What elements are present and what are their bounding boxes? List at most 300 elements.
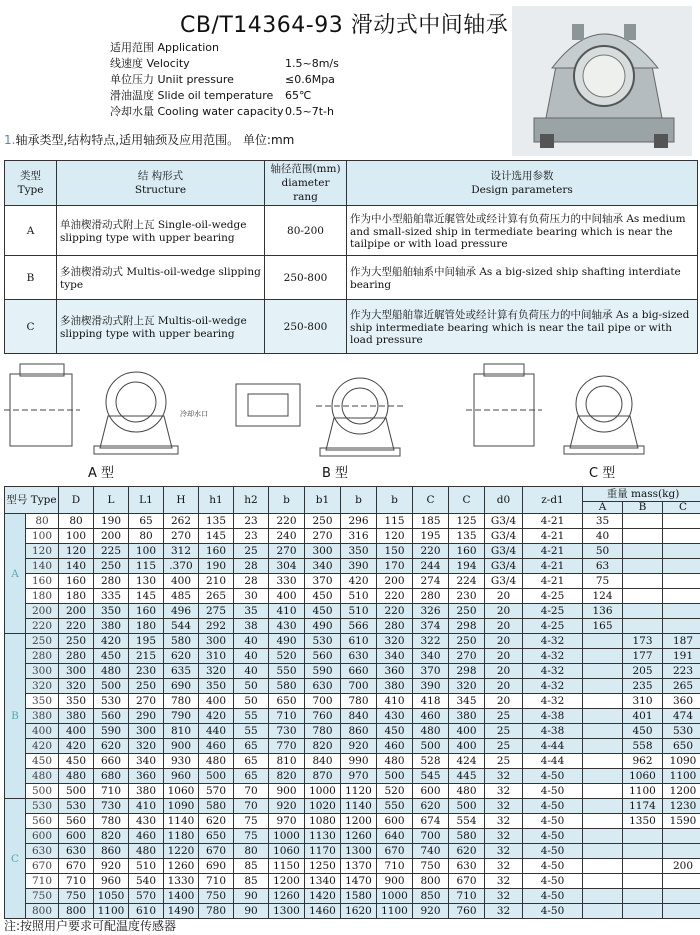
table-cell: 145 xyxy=(129,589,164,604)
mass-header: 重量 mass(kg) xyxy=(583,487,700,502)
table-cell: 300 xyxy=(129,724,164,739)
table-cell: 900 xyxy=(269,784,305,799)
table-cell: 500 xyxy=(377,769,413,784)
table-cell: 4-21 xyxy=(523,529,583,544)
table-cell: 20 xyxy=(485,649,523,664)
type-cell: C xyxy=(5,300,57,354)
table-cell: 300 xyxy=(199,634,234,649)
spec-label: 冷却水量 Cooling water capacity xyxy=(110,105,284,118)
table-cell: 1350 xyxy=(623,814,663,829)
table-cell: 674 xyxy=(413,814,449,829)
type-cell: 220 xyxy=(26,619,59,634)
table-cell: 440 xyxy=(199,724,234,739)
type-cell: 350 xyxy=(26,694,59,709)
table-cell: 820 xyxy=(269,769,305,784)
table-row xyxy=(5,649,700,664)
table-cell: 223 xyxy=(663,664,700,679)
table-cell: 173 xyxy=(623,634,663,649)
table-cell: 1300 xyxy=(269,904,305,919)
table-cell: 4-32 xyxy=(523,679,583,694)
table-cell: 1200 xyxy=(269,874,305,889)
table-cell xyxy=(583,694,623,709)
type-group-label: C xyxy=(5,799,26,919)
table-cell xyxy=(623,844,663,859)
table-cell: 120 xyxy=(59,544,94,559)
type-cell: 160 xyxy=(26,574,59,589)
table-cell: 35 xyxy=(583,514,623,529)
table-cell: 4-32 xyxy=(523,694,583,709)
drawing-label-a: A 型 xyxy=(88,466,115,481)
table-cell: 710 xyxy=(449,889,485,904)
col-header: D xyxy=(59,487,94,514)
table-cell: 620 xyxy=(164,649,199,664)
table-row xyxy=(5,574,700,589)
table-cell: 870 xyxy=(305,769,341,784)
table-cell: .370 xyxy=(164,559,199,574)
table-cell: 1060 xyxy=(164,784,199,799)
col-header: b xyxy=(377,487,413,514)
table-cell xyxy=(663,874,700,889)
col-header: H xyxy=(164,487,199,514)
table-cell: 55 xyxy=(234,724,269,739)
table-cell: 850 xyxy=(413,889,449,904)
table-cell: 800 xyxy=(413,874,449,889)
table-cell: 1620 xyxy=(341,904,377,919)
type-cell: 180 xyxy=(26,589,59,604)
table-cell: 150 xyxy=(377,544,413,559)
spec-value: 65℃ xyxy=(285,89,312,102)
type-cell: 500 xyxy=(26,784,59,799)
table-cell: 4-50 xyxy=(523,904,583,919)
table-cell: 558 xyxy=(623,739,663,754)
table-cell: 32 xyxy=(485,889,523,904)
table-cell: 1000 xyxy=(269,829,305,844)
table-cell: 187 xyxy=(663,634,700,649)
table-cell: 760 xyxy=(449,904,485,919)
table-cell: 190 xyxy=(94,514,129,529)
table-cell xyxy=(663,589,700,604)
table-cell: 990 xyxy=(341,754,377,769)
table-cell: 500 xyxy=(449,799,485,814)
table-cell xyxy=(663,529,700,544)
table-cell: 185 xyxy=(413,514,449,529)
table-cell: 4-25 xyxy=(523,589,583,604)
table-cell: 510 xyxy=(341,604,377,619)
type-cell: 400 xyxy=(26,724,59,739)
table-cell: 125 xyxy=(449,514,485,529)
table-cell: 160 xyxy=(129,604,164,619)
table-cell: 485 xyxy=(164,589,199,604)
table-cell xyxy=(663,604,700,619)
table-cell: 474 xyxy=(663,709,700,724)
table-cell: 460 xyxy=(129,829,164,844)
table-cell: 38 xyxy=(234,619,269,634)
table-cell: 298 xyxy=(449,664,485,679)
table-cell: 810 xyxy=(269,754,305,769)
type-cell: 120 xyxy=(26,544,59,559)
table-row xyxy=(5,859,700,874)
table-cell xyxy=(583,679,623,694)
table-cell: 510 xyxy=(341,589,377,604)
table-cell xyxy=(663,559,700,574)
table-cell: 224 xyxy=(449,574,485,589)
table-cell: 600 xyxy=(377,814,413,829)
table-cell: 4-21 xyxy=(523,544,583,559)
table-cell: 340 xyxy=(377,649,413,664)
table-cell: 296 xyxy=(341,514,377,529)
col-header: d0 xyxy=(485,487,523,514)
table-cell: 322 xyxy=(413,634,449,649)
design-cell: 作为大型船舶轴系中间轴承 As a big-sized ship shafting interdiate bearing xyxy=(347,256,698,300)
table-cell: 275 xyxy=(199,604,234,619)
table-cell: 480 xyxy=(199,754,234,769)
table-row xyxy=(5,529,700,544)
table-cell xyxy=(663,514,700,529)
table-cell: 1170 xyxy=(305,844,341,859)
table-cell: 600 xyxy=(59,829,94,844)
section-text: 轴承类型,结构特点,适用轴颈及应用范围。 单位:mm xyxy=(15,133,295,147)
table-cell: 410 xyxy=(269,604,305,619)
table-cell xyxy=(623,619,663,634)
table-cell: 900 xyxy=(164,739,199,754)
table-cell: 690 xyxy=(199,859,234,874)
table-row xyxy=(5,724,700,739)
table-cell: 400 xyxy=(59,724,94,739)
table-cell: 32 xyxy=(485,874,523,889)
table-cell: 630 xyxy=(59,844,94,859)
table-cell: 1370 xyxy=(341,859,377,874)
table-cell: 170 xyxy=(377,559,413,574)
table-cell: 4-21 xyxy=(523,514,583,529)
table-cell: 1174 xyxy=(623,799,663,814)
table-cell: 450 xyxy=(623,724,663,739)
table-cell: 135 xyxy=(449,529,485,544)
table-cell: 280 xyxy=(59,649,94,664)
table-cell: 780 xyxy=(305,724,341,739)
table-cell: 1260 xyxy=(269,889,305,904)
table-cell: 32 xyxy=(485,829,523,844)
table-cell: 32 xyxy=(485,814,523,829)
table-row xyxy=(5,814,700,829)
table-cell: 190 xyxy=(199,559,234,574)
type-cell: B xyxy=(5,256,57,300)
table-cell xyxy=(583,799,623,814)
table-cell: 1150 xyxy=(269,859,305,874)
table-cell: 420 xyxy=(341,574,377,589)
design-cell: 作为大型船舶靠近艉管处或经计算有负荷压力的中间轴承 As a big-sized ship intermediate bearing which is near the tail pipe or with load pressure xyxy=(347,300,698,354)
table-cell: 960 xyxy=(94,874,129,889)
col-header: h1 xyxy=(199,487,234,514)
table-cell: 962 xyxy=(623,754,663,769)
table-cell xyxy=(583,889,623,904)
table-cell: 500 xyxy=(59,784,94,799)
table-cell: 250 xyxy=(449,604,485,619)
table-row xyxy=(5,874,700,889)
table-cell: 270 xyxy=(305,529,341,544)
table-cell: 450 xyxy=(59,754,94,769)
table-cell xyxy=(663,574,700,589)
table-cell: 85 xyxy=(234,874,269,889)
table-cell: 500 xyxy=(199,769,234,784)
table-cell: 560 xyxy=(305,649,341,664)
table-row xyxy=(5,604,700,619)
table-cell: 1330 xyxy=(164,874,199,889)
table-cell: 590 xyxy=(305,664,341,679)
table-cell: 280 xyxy=(377,619,413,634)
spec-value: 1.5~8m/s xyxy=(285,57,339,70)
table-cell: 500 xyxy=(94,679,129,694)
table-cell: 4-50 xyxy=(523,859,583,874)
table-cell: 244 xyxy=(413,559,449,574)
table-cell: 4-25 xyxy=(523,604,583,619)
table-cell: 40 xyxy=(583,529,623,544)
table-cell: 920 xyxy=(94,859,129,874)
range-cell: 250-800 xyxy=(265,300,347,354)
table-cell xyxy=(623,529,663,544)
table-cell: 380 xyxy=(129,784,164,799)
table-cell: 50 xyxy=(234,679,269,694)
table-cell: 650 xyxy=(269,694,305,709)
table-cell: 326 xyxy=(413,604,449,619)
table-cell: 230 xyxy=(449,589,485,604)
table-cell xyxy=(583,859,623,874)
table-cell: 450 xyxy=(94,649,129,664)
footnote: 注:按照用户要求可配温度传感器 xyxy=(4,919,177,933)
table-cell: 770 xyxy=(269,739,305,754)
table-cell: 418 xyxy=(413,694,449,709)
table-cell: 580 xyxy=(449,829,485,844)
table-cell: 530 xyxy=(59,799,94,814)
table-cell: 210 xyxy=(199,574,234,589)
table-cell: 75 xyxy=(234,829,269,844)
table-cell: 4-50 xyxy=(523,874,583,889)
type-cell: 140 xyxy=(26,559,59,574)
table-cell: 20 xyxy=(485,604,523,619)
table-cell xyxy=(623,544,663,559)
table-cell: 780 xyxy=(94,814,129,829)
table-cell: 400 xyxy=(269,589,305,604)
table-cell: 490 xyxy=(305,619,341,634)
table-cell: 360 xyxy=(129,769,164,784)
table-cell: 220 xyxy=(413,544,449,559)
table-cell: 620 xyxy=(199,814,234,829)
table-cell: 280 xyxy=(94,574,129,589)
technical-drawings xyxy=(4,360,698,470)
table-cell: 220 xyxy=(269,514,305,529)
table-cell xyxy=(583,904,623,919)
table-cell: 177 xyxy=(623,649,663,664)
table-cell: 25 xyxy=(485,754,523,769)
table-row xyxy=(5,634,700,649)
table-cell xyxy=(583,634,623,649)
table-cell: 640 xyxy=(377,829,413,844)
table-cell: 1260 xyxy=(164,859,199,874)
table-cell: 1100 xyxy=(377,904,413,919)
table-cell xyxy=(623,874,663,889)
table-cell: 620 xyxy=(94,739,129,754)
mass-sub-header: B xyxy=(623,502,663,514)
table-cell: 298 xyxy=(449,619,485,634)
table-cell: 1200 xyxy=(663,784,700,799)
table-cell: 50 xyxy=(234,694,269,709)
table-cell: 550 xyxy=(377,799,413,814)
table-row xyxy=(5,619,700,634)
page-title: CB/T14364-93 滑动式中间轴承 xyxy=(180,13,509,38)
type-cell: 280 xyxy=(26,649,59,664)
table-cell: 400 xyxy=(449,739,485,754)
table-cell: 1300 xyxy=(341,844,377,859)
table-cell: 840 xyxy=(341,709,377,724)
type-cell: 800 xyxy=(26,904,59,919)
table-cell: 4-32 xyxy=(523,664,583,679)
design-cell: 作为中小型船舶靠近艉管处或经计算有负荷压力的中间轴承 As medium and small-sized ship in termediate bearing which is near the tailpipe or with load pressure xyxy=(347,206,698,256)
table-cell: 32 xyxy=(485,784,523,799)
table-cell: 20 xyxy=(485,619,523,634)
type-cell: A xyxy=(5,206,57,256)
table-cell: 310 xyxy=(199,649,234,664)
table-cell: 400 xyxy=(199,694,234,709)
table-cell: 710 xyxy=(269,709,305,724)
table-row xyxy=(5,514,700,529)
table-cell: 790 xyxy=(164,709,199,724)
table-cell: 680 xyxy=(94,769,129,784)
table-cell: 75 xyxy=(234,814,269,829)
bearing-photo xyxy=(512,6,692,156)
table-cell: 28 xyxy=(234,574,269,589)
table-cell: 85 xyxy=(234,859,269,874)
table-cell: 316 xyxy=(341,529,377,544)
table-cell: 400 xyxy=(164,574,199,589)
table-cell: 1250 xyxy=(305,859,341,874)
table-cell: 25 xyxy=(485,709,523,724)
table-cell: 4-32 xyxy=(523,634,583,649)
table-cell xyxy=(583,814,623,829)
spec-label: 适用范围 Application xyxy=(110,41,219,54)
table-cell: 340 xyxy=(305,559,341,574)
table-row xyxy=(5,889,700,904)
table-cell: 4-21 xyxy=(523,559,583,574)
table-cell: 290 xyxy=(129,709,164,724)
drawing-label-c: C 型 xyxy=(589,466,616,481)
range-header: 轴径范围(mm) diameter rang xyxy=(265,161,347,206)
table-cell: 136 xyxy=(583,604,623,619)
table-cell: 180 xyxy=(129,619,164,634)
table-cell: 350 xyxy=(199,679,234,694)
table-cell: 1090 xyxy=(164,799,199,814)
table-cell: 480 xyxy=(449,784,485,799)
table-cell: 1080 xyxy=(305,814,341,829)
table-cell: 265 xyxy=(663,679,700,694)
table-cell: 580 xyxy=(164,634,199,649)
table-cell: 670 xyxy=(449,874,485,889)
table-cell: 900 xyxy=(377,874,413,889)
table-cell: 300 xyxy=(305,544,341,559)
table-cell: 230 xyxy=(129,664,164,679)
table-cell xyxy=(663,619,700,634)
table-cell: 1200 xyxy=(341,814,377,829)
structure-cell: 多油楔滑动式 Multis-oil-wedge slipping type xyxy=(57,256,265,300)
table-cell: 1060 xyxy=(269,844,305,859)
table-cell: 4-44 xyxy=(523,754,583,769)
table-cell: 920 xyxy=(413,904,449,919)
table-cell: 304 xyxy=(269,559,305,574)
table-cell: 930 xyxy=(164,754,199,769)
type-cell: 710 xyxy=(26,874,59,889)
table-cell: 194 xyxy=(449,559,485,574)
table-cell: 420 xyxy=(94,634,129,649)
table-cell: 1000 xyxy=(377,889,413,904)
table-row xyxy=(5,784,700,799)
col-header: L xyxy=(94,487,129,514)
table-cell: 670 xyxy=(199,844,234,859)
table-cell: 180 xyxy=(59,589,94,604)
table-cell: 620 xyxy=(413,799,449,814)
table-cell: 30 xyxy=(234,589,269,604)
table-cell: 55 xyxy=(234,709,269,724)
col-header: b1 xyxy=(305,487,341,514)
table-cell: 860 xyxy=(94,844,129,859)
table-cell: 65 xyxy=(234,739,269,754)
table-cell: 450 xyxy=(305,589,341,604)
table-cell: 140 xyxy=(59,559,94,574)
type-cell: 480 xyxy=(26,769,59,784)
table-cell: 4-38 xyxy=(523,724,583,739)
table-cell: 1230 xyxy=(663,799,700,814)
table-cell: 1470 xyxy=(341,874,377,889)
table-cell xyxy=(623,559,663,574)
table-cell: 40 xyxy=(234,664,269,679)
table-cell: 115 xyxy=(129,559,164,574)
section-heading xyxy=(4,131,294,148)
table-cell: 28 xyxy=(234,559,269,574)
table-cell: 780 xyxy=(164,694,199,709)
type-cell: 450 xyxy=(26,754,59,769)
table-cell xyxy=(663,844,700,859)
mass-sub-header: A xyxy=(583,502,623,514)
table-cell xyxy=(583,649,623,664)
table-cell: 740 xyxy=(413,844,449,859)
table-cell: 65 xyxy=(129,514,164,529)
table-cell: 35 xyxy=(234,604,269,619)
table-cell: 220 xyxy=(377,589,413,604)
table-cell: 635 xyxy=(164,664,199,679)
table-cell: 292 xyxy=(199,619,234,634)
table-cell: 630 xyxy=(305,679,341,694)
table-cell: 1260 xyxy=(341,829,377,844)
range-cell: 250-800 xyxy=(265,256,347,300)
table-cell: 450 xyxy=(377,724,413,739)
table-cell: 1420 xyxy=(305,889,341,904)
table-row xyxy=(5,544,700,559)
table-cell: G3/4 xyxy=(485,574,523,589)
table-cell: 920 xyxy=(269,799,305,814)
type-cell: 630 xyxy=(26,844,59,859)
table-cell: 320 xyxy=(199,664,234,679)
table-cell: 220 xyxy=(59,619,94,634)
col-header: h2 xyxy=(234,487,269,514)
table-cell: 370 xyxy=(413,664,449,679)
table-cell: 1140 xyxy=(341,799,377,814)
table-cell: 390 xyxy=(413,679,449,694)
table-cell: 570 xyxy=(199,784,234,799)
col-header: z-d1 xyxy=(523,487,583,514)
table-cell xyxy=(623,904,663,919)
table-cell: 430 xyxy=(269,619,305,634)
table-cell: 270 xyxy=(449,649,485,664)
design-header: 设计选用参数 Design parameters xyxy=(347,161,698,206)
table-cell: 20 xyxy=(485,634,523,649)
table-cell: G3/4 xyxy=(485,529,523,544)
